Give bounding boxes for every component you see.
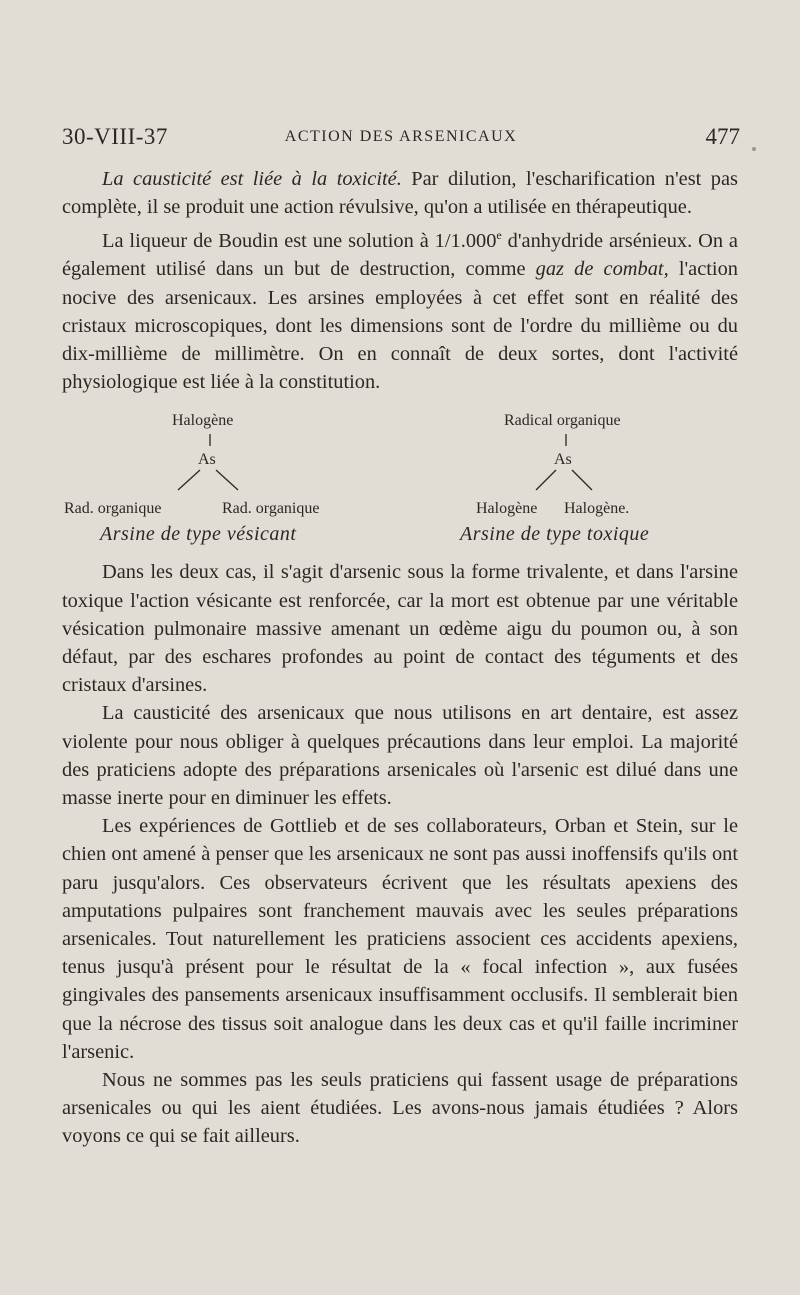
bottom-left-label: Rad. organique xyxy=(64,500,162,518)
paragraph-causticite xyxy=(62,165,738,221)
running-title: ACTION DES ARSENICAUX xyxy=(284,128,518,145)
header-date: 30-VIII-37 xyxy=(62,124,168,149)
bottom-right-label: Rad. organique xyxy=(222,500,320,518)
arsine-diagrams xyxy=(62,402,738,554)
paragraph-liqueur-boudin xyxy=(62,221,738,396)
paragraph-deux-cas: Dans les deux cas, il s'agit d'arsenic sous la forme trivalente, et dans l'arsine toxique l'action vésicante est renforcée, car la mort est obtenue par une véritable vésication pulmonaire massive amenant un œdème aigu du poumon ou, à son défaut, par des eschares profondes au point de contact des téguments et des cristaux d'arsines. xyxy=(62,561,738,697)
page-header xyxy=(62,124,740,154)
arsenic-label: As xyxy=(198,451,216,469)
superscript: e xyxy=(496,228,502,243)
bottom-right-label: Halogène. xyxy=(564,500,630,518)
paragraph-text: d'anhydride arsénieux. On a également utilisé dans un but de destruction, comme xyxy=(62,230,738,281)
italic-lead: La causticité est liée à la toxicité. xyxy=(102,168,402,190)
paragraph-conclusion: Nous ne sommes pas les seuls praticiens qui fassent usage de préparations arsenicales ou qui les aient étudiées. Les avons-nous jamais étudiées ? Alors voyons ce qui se fait ailleurs. xyxy=(62,1069,738,1148)
page-number: 477 xyxy=(705,124,740,149)
diagram-caption: Arsine de type vésicant xyxy=(100,523,297,546)
paragraph-text: La liqueur de Boudin est une solution à 1/1.000 xyxy=(102,230,497,253)
italic-term: gaz de combat, xyxy=(535,258,669,281)
top-label: Halogène xyxy=(172,412,234,430)
diagram-caption: Arsine de type toxique xyxy=(460,523,650,546)
diagram-vesicant xyxy=(62,402,362,552)
paragraph-gottlieb: Les expériences de Gottlieb et de ses collaborateurs, Orban et Stein, sur le chien ont amené à penser que les arsenicaux ne sont pas aussi inoffensifs qu'ils ont paru jusqu'alors. Ces observateurs écrivent que les résultats apexiens des amputations pulpaires sont franchement mauvais avec les seules préparations arsenicales. Tout naturellement les praticiens associent ces accidents apexiens, tenus jusqu'à présent pour le résultat de la « focal infection », aux fusées gingivales des pansements arsenicaux insuffisamment occlusifs. Il semblerait bien que la nécrose des tissus soit analogue dans les deux cas et qu'il faille incriminer l'arsenic. xyxy=(62,815,738,1063)
paragraph-causticite-art-dentaire: La causticité des arsenicaux que nous utilisons en art dentaire, est assez violente pour nous obliger à quelques précautions dans leur emploi. La majorité des praticiens adopte des préparations arsenicales où l'arsenic est dilué dans une masse inerte pour en diminuer les effets. xyxy=(62,702,738,810)
bottom-left-label: Halogène xyxy=(476,500,538,518)
arsenic-label: As xyxy=(554,451,572,469)
body-text xyxy=(62,165,738,1151)
top-label: Radical organique xyxy=(504,412,621,430)
diagram-toxique xyxy=(440,402,740,552)
paragraph-text: Par dilution, l'escharification n'est pas complète, il se produit une action révulsive, qu'on a utilisée en thérapeutique. xyxy=(62,168,738,219)
paragraph-text: l'action nocive des arsenicaux. Les arsines employées à cet effet sont en réalité des cristaux microscopiques, dont les dimensions sont de l'ordre du millième ou du dix-millième de millimètre. On en connaît de deux sortes, dont l'activité physiologique est liée à la constitution. xyxy=(62,258,738,394)
print-speck xyxy=(752,147,756,151)
